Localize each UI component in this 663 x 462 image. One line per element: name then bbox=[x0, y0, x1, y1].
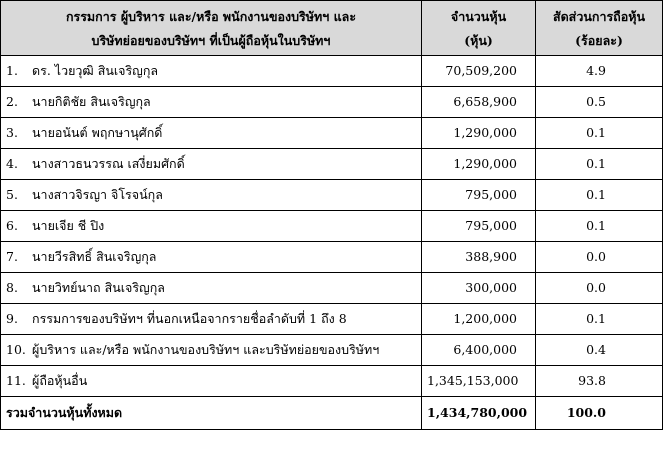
table-row bbox=[1, 118, 663, 149]
row-name: นางสาวธนวรรณ เสงี่ยมศักดิ์ bbox=[32, 156, 185, 171]
row-name-cell bbox=[1, 180, 422, 211]
row-name: ผู้บริหาร และ/หรือ พนักงานของบริษัทฯ และบริษัทย่อยของบริษัทฯ bbox=[32, 342, 380, 357]
row-name: นายวิทย์นาถ สินเจริญกุล bbox=[32, 280, 165, 295]
header-shares-line1: จำนวนหุ้น bbox=[450, 9, 507, 24]
header-shares-line2: (หุ้น) bbox=[464, 33, 493, 48]
row-shares: 795,000 bbox=[422, 180, 536, 211]
header-name-line2: บริษัทย่อยของบริษัทฯ ที่เป็นผู้ถือหุ้นในบริษัทฯ bbox=[91, 33, 331, 48]
table-row bbox=[1, 211, 663, 242]
row-index: 4. bbox=[6, 156, 18, 171]
row-percentage: 0.4 bbox=[536, 335, 663, 366]
row-percentage: 0.1 bbox=[536, 149, 663, 180]
row-shares: 70,509,200 bbox=[422, 56, 536, 87]
row-index: 10. bbox=[6, 342, 26, 357]
row-index: 6. bbox=[6, 218, 18, 233]
row-name: กรรมการของบริษัทฯ ที่นอกเหนือจากรายชื่อลำดับที่ 1 ถึง 8 bbox=[32, 311, 347, 326]
row-name: นายอนันต์ พฤกษานุศักดิ์ bbox=[32, 125, 163, 140]
row-name-cell bbox=[1, 242, 422, 273]
row-index: 5. bbox=[6, 187, 18, 202]
header-shares bbox=[422, 1, 536, 56]
table-row bbox=[1, 87, 663, 118]
total-shares: 1,434,780,000 bbox=[422, 397, 536, 430]
row-index: 9. bbox=[6, 311, 18, 326]
row-name-cell bbox=[1, 56, 422, 87]
row-shares: 6,400,000 bbox=[422, 335, 536, 366]
row-name-cell bbox=[1, 118, 422, 149]
row-shares: 6,658,900 bbox=[422, 87, 536, 118]
row-shares: 388,900 bbox=[422, 242, 536, 273]
table-row bbox=[1, 273, 663, 304]
row-name-cell bbox=[1, 366, 422, 397]
table-row bbox=[1, 366, 663, 397]
row-percentage: 4.9 bbox=[536, 56, 663, 87]
row-shares: 1,200,000 bbox=[422, 304, 536, 335]
header-percentage bbox=[536, 1, 663, 56]
row-shares: 300,000 bbox=[422, 273, 536, 304]
row-name-cell bbox=[1, 273, 422, 304]
row-name: ผู้ถือหุ้นอื่น bbox=[32, 373, 88, 388]
row-name: นางสาวจิรญา จิโรจน์กุล bbox=[32, 187, 163, 202]
header-name bbox=[1, 1, 422, 56]
row-index: 2. bbox=[6, 94, 18, 109]
row-name: ดร. ไวยวุฒิ สินเจริญกุล bbox=[32, 63, 159, 78]
table-header-row bbox=[1, 1, 663, 56]
row-shares: 1,345,153,000 bbox=[422, 366, 536, 397]
table-row bbox=[1, 242, 663, 273]
row-name-cell bbox=[1, 149, 422, 180]
row-name-cell bbox=[1, 304, 422, 335]
row-percentage: 0.1 bbox=[536, 180, 663, 211]
header-name-line1: กรรมการ ผู้บริหาร และ/หรือ พนักงานของบริษัทฯ และ bbox=[65, 9, 357, 24]
row-name-cell bbox=[1, 87, 422, 118]
row-shares: 1,290,000 bbox=[422, 149, 536, 180]
row-percentage: 0.1 bbox=[536, 118, 663, 149]
row-percentage: 0.1 bbox=[536, 211, 663, 242]
table-row bbox=[1, 149, 663, 180]
row-shares: 1,290,000 bbox=[422, 118, 536, 149]
row-index: 3. bbox=[6, 125, 18, 140]
row-name: นายเจีย ชี ปิง bbox=[32, 218, 105, 233]
row-shares: 795,000 bbox=[422, 211, 536, 242]
row-percentage: 0.0 bbox=[536, 242, 663, 273]
header-pct-line1: สัดส่วนการถือหุ้น bbox=[552, 9, 646, 24]
total-label: รวมจำนวนหุ้นทั้งหมด bbox=[1, 397, 422, 430]
row-index: 11. bbox=[6, 373, 26, 388]
row-percentage: 0.5 bbox=[536, 87, 663, 118]
table-row bbox=[1, 335, 663, 366]
total-percentage: 100.0 bbox=[536, 397, 663, 430]
row-index: 8. bbox=[6, 280, 18, 295]
table-row bbox=[1, 304, 663, 335]
header-pct-line2: (ร้อยละ) bbox=[575, 33, 623, 48]
table-row bbox=[1, 56, 663, 87]
row-index: 1. bbox=[6, 63, 18, 78]
row-percentage: 93.8 bbox=[536, 366, 663, 397]
row-index: 7. bbox=[6, 249, 18, 264]
row-name-cell bbox=[1, 335, 422, 366]
row-percentage: 0.1 bbox=[536, 304, 663, 335]
total-row bbox=[1, 397, 663, 430]
table-row bbox=[1, 180, 663, 211]
row-name: นายกิติชัย สินเจริญกุล bbox=[32, 94, 151, 109]
row-name: นายวีรสิทธิ์ สินเจริญกุล bbox=[32, 249, 157, 264]
row-name-cell bbox=[1, 211, 422, 242]
row-percentage: 0.0 bbox=[536, 273, 663, 304]
